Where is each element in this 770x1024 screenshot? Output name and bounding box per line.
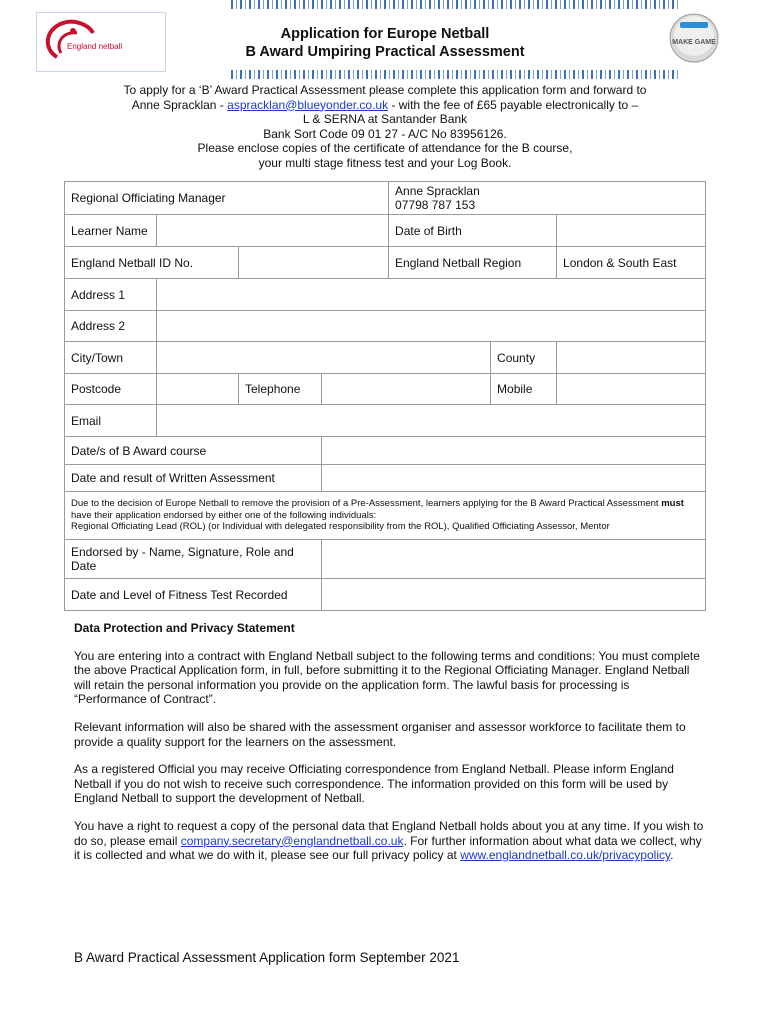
privacy-p4-post: .	[670, 848, 674, 863]
mobile-label: Mobile	[491, 374, 557, 405]
footer-text: B Award Practical Assessment Application form September 2021	[74, 950, 460, 965]
learner-name-label: Learner Name	[65, 215, 157, 247]
endorsed-row	[65, 540, 706, 579]
city-label: City/Town	[65, 342, 157, 374]
privacy-section	[74, 621, 704, 863]
rom-contact	[389, 182, 706, 215]
england-netball-logo-icon	[37, 13, 165, 71]
notice-text-line2: Regional Officiating Lead (ROL) (or Individual with delegated responsibility from the ROL), Qualified Officiating Assessor, Mentor	[71, 521, 610, 533]
endorsed-label: Endorsed by - Name, Signature, Role and Date	[65, 540, 322, 579]
rom-name: Anne Spracklan	[395, 184, 480, 198]
written-field[interactable]	[322, 465, 706, 492]
company-secretary-email-link[interactable]: company.secretary@englandnetball.co.uk	[180, 833, 404, 848]
badge-text: MAKE GAME	[672, 39, 716, 46]
notice-text-mid: have their application endorsed by either one of the following individuals:	[71, 509, 377, 521]
fitness-row	[65, 579, 706, 611]
address2-label: Address 2	[65, 311, 157, 342]
mobile-field[interactable]	[557, 374, 706, 405]
address1-label: Address 1	[65, 279, 157, 311]
address2-row	[65, 311, 706, 342]
county-field[interactable]	[557, 342, 706, 374]
postcode-label: Postcode	[65, 374, 157, 405]
id-row	[65, 247, 706, 279]
england-netball-logo	[36, 12, 166, 72]
course-dates-row	[65, 437, 706, 465]
region-label: England Netball Region	[389, 247, 557, 279]
postcode-row	[65, 374, 706, 405]
written-label: Date and result of Written Assessment	[65, 465, 322, 492]
intro-line-2-pre: Anne Spracklan -	[131, 97, 228, 112]
course-dates-label: Date/s of B Award course	[65, 437, 322, 465]
id-label: England Netball ID No.	[65, 247, 239, 279]
privacy-paragraph-2: Relevant information will also be shared with the assessment organiser and assessor workforce to facilitate them to provide a quality support for the learners on the assessment.	[74, 719, 686, 749]
learner-row	[65, 215, 706, 247]
contact-email-link[interactable]: aspracklan@blueyonder.co.uk	[227, 97, 389, 112]
rom-label: Regional Officiating Manager	[65, 182, 389, 215]
notice-row	[65, 492, 706, 540]
privacy-heading: Data Protection and Privacy Statement	[74, 621, 295, 635]
intro-line-2	[0, 98, 770, 113]
postcode-field[interactable]	[157, 374, 239, 405]
intro-text	[0, 83, 770, 171]
telephone-field[interactable]	[322, 374, 491, 405]
intro-line-6: your multi stage fitness test and your Log Book.	[258, 155, 512, 170]
privacy-p4-mid: . For further information about what data we collect, why it is collected and what we do with it, please see our full privacy policy at	[74, 833, 702, 863]
rom-row	[65, 182, 706, 215]
address1-row	[65, 279, 706, 311]
fitness-label: Date and Level of Fitness Test Recorded	[65, 579, 322, 611]
rom-phone: 07798 787 153	[395, 198, 476, 212]
header-stripe-top	[231, 0, 681, 9]
privacy-paragraph-3: As a registered Official you may receive Officiating correspondence from England Netball. Please inform England Netball if you do not wish to receive such correspondence. The information provided on this form will be used by England Netball to support the development of Netball.	[74, 762, 674, 806]
notice-text-bold: must	[661, 498, 684, 510]
email-label: Email	[65, 405, 157, 437]
intro-line-1: To apply for a ‘B’ Award Practical Assessment please complete this application form and forward to	[123, 83, 647, 97]
region-value: London & South East	[557, 247, 706, 279]
privacy-paragraph-4	[74, 819, 704, 863]
application-form-table	[64, 181, 706, 611]
privacy-paragraph-1: You are entering into a contract with England Netball subject to the following terms and conditions: You must complete the above Practical Application form, in full, before submitting it to the Regional Officiating Manager. England Netball will retain the personal information you provide on the application form. The lawful basis for processing is “Performance of Contract”.	[74, 648, 700, 707]
logo-text: England netball	[67, 42, 123, 51]
written-row	[65, 465, 706, 492]
id-field[interactable]	[239, 247, 389, 279]
endorsed-field[interactable]	[322, 540, 706, 579]
email-row	[65, 405, 706, 437]
city-row	[65, 342, 706, 374]
learner-name-field[interactable]	[157, 215, 389, 247]
dob-field[interactable]	[557, 215, 706, 247]
city-field[interactable]	[157, 342, 491, 374]
dob-label: Date of Birth	[389, 215, 557, 247]
email-field[interactable]	[157, 405, 706, 437]
intro-line-3: L & SERNA at Santander Bank	[302, 112, 468, 127]
intro-line-2-post: - with the fee of £65 payable electronically to –	[388, 97, 639, 112]
telephone-label: Telephone	[239, 374, 322, 405]
intro-line-5: Please enclose copies of the certificate of attendance for the B course,	[197, 141, 573, 156]
endorsement-notice	[65, 492, 706, 540]
address2-field[interactable]	[157, 311, 706, 342]
notice-text-pre: Due to the decision of Europe Netball to remove the provision of a Pre-Assessment, learners applying for the B Award Practical Assessment	[71, 498, 662, 510]
privacy-policy-link[interactable]: www.englandnetball.co.uk/privacypolicy	[460, 848, 671, 863]
privacy-p4-pre: You have a right to request a copy of the personal data that England Netball holds about you at any time. If you wish to do so, please email	[74, 818, 704, 848]
county-label: County	[491, 342, 557, 374]
form-title-line1: Application for Europe Netball	[280, 26, 490, 42]
form-title-line2: B Award Umpiring Practical Assessment	[245, 44, 525, 60]
fitness-field[interactable]	[322, 579, 706, 611]
address1-field[interactable]	[157, 279, 706, 311]
intro-line-4: Bank Sort Code 09 01 27 - A/C No 83956126.	[263, 126, 507, 141]
course-dates-field[interactable]	[322, 437, 706, 465]
header-stripe-bottom	[231, 70, 681, 79]
